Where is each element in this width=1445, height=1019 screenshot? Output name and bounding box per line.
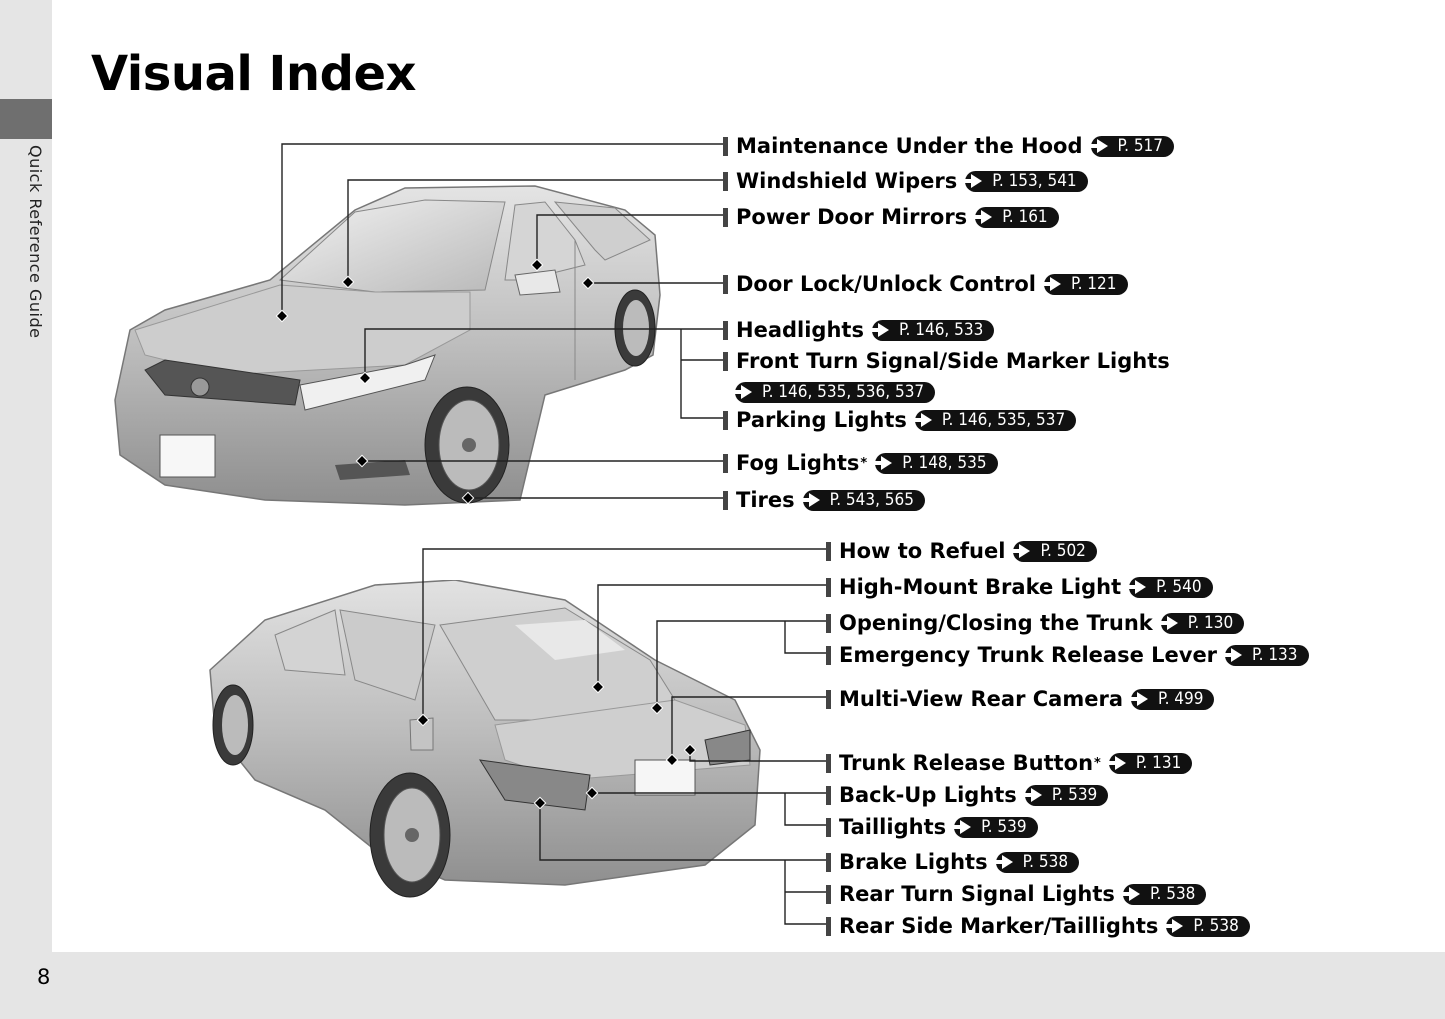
page-reference-link[interactable]: P. 538 <box>996 852 1079 873</box>
arrow-icon <box>878 323 889 337</box>
arrow-icon <box>1115 756 1126 770</box>
page-reference-link[interactable]: P. 499 <box>1131 689 1214 710</box>
page-reference-link[interactable]: P. 161 <box>975 207 1058 228</box>
callout-fog-lights[interactable]: Fog Lights * P. 148, 535 <box>723 450 998 476</box>
page-number: 8 <box>37 965 51 989</box>
arrow-icon <box>1172 919 1183 933</box>
page-reference-link[interactable]: P. 543, 565 <box>803 490 925 511</box>
callout-back-up-lights[interactable]: Back-Up Lights P. 539 <box>826 782 1108 808</box>
page-reference-link[interactable]: P. 502 <box>1013 541 1096 562</box>
page-reference-link[interactable]: P. 538 <box>1166 916 1249 937</box>
callout-multi-view-rear-camera[interactable]: Multi-View Rear Camera P. 499 <box>826 686 1214 712</box>
arrow-icon <box>881 456 892 470</box>
arrow-icon <box>1097 139 1108 153</box>
arrow-icon <box>1031 788 1042 802</box>
page-reference-link[interactable]: P. 538 <box>1123 884 1206 905</box>
arrow-icon <box>1137 692 1148 706</box>
callout-front-turn-signal[interactable]: Front Turn Signal/Side Marker Lights <box>723 348 1170 374</box>
page-reference-link[interactable]: P. 153, 541 <box>965 171 1087 192</box>
page-reference-link[interactable]: P. 539 <box>1025 785 1108 806</box>
callout-high-mount-brake-light[interactable]: High-Mount Brake Light P. 540 <box>826 574 1213 600</box>
page-reference-link[interactable]: P. 131 <box>1109 753 1192 774</box>
page-reference-link[interactable]: P. 146, 533 <box>872 320 994 341</box>
arrow-icon <box>1129 887 1140 901</box>
callout-trunk-release-button[interactable]: Trunk Release Button * P. 131 <box>826 750 1192 776</box>
arrow-icon <box>981 210 992 224</box>
arrow-icon <box>921 413 932 427</box>
callout-opening-closing-trunk[interactable]: Opening/Closing the Trunk P. 130 <box>826 610 1244 636</box>
callout-emergency-trunk-release[interactable]: Emergency Trunk Release Lever P. 133 <box>826 642 1309 668</box>
callout-maintenance-under-hood[interactable]: Maintenance Under the Hood P. 517 <box>723 133 1174 159</box>
callout-windshield-wipers[interactable]: Windshield Wipers P. 153, 541 <box>723 168 1088 194</box>
callout-parking-lights[interactable]: Parking Lights P. 146, 535, 537 <box>723 407 1076 433</box>
callout-tires[interactable]: Tires P. 543, 565 <box>723 487 925 513</box>
page-reference-link[interactable]: P. 130 <box>1161 613 1244 634</box>
callout-rear-turn-signal-lights[interactable]: Rear Turn Signal Lights P. 538 <box>826 881 1206 907</box>
page-reference-link[interactable]: P. 148, 535 <box>875 453 997 474</box>
page-reference-link[interactable]: P. 121 <box>1044 274 1127 295</box>
page-reference-link[interactable]: P. 540 <box>1129 577 1212 598</box>
arrow-icon <box>960 820 971 834</box>
callout-rear-side-marker-taillights[interactable]: Rear Side Marker/Taillights P. 538 <box>826 913 1250 939</box>
arrow-icon <box>1019 544 1030 558</box>
callout-headlights[interactable]: Headlights P. 146, 533 <box>723 317 994 343</box>
arrow-icon <box>971 174 982 188</box>
arrow-icon <box>1050 277 1061 291</box>
arrow-icon <box>741 385 752 399</box>
callout-power-door-mirrors[interactable]: Power Door Mirrors P. 161 <box>723 204 1059 230</box>
footnote-asterisk: * <box>860 455 868 471</box>
page-reference-link[interactable]: P. 146, 535, 536, 537 <box>735 382 935 403</box>
page-reference-link[interactable]: P. 146, 535, 537 <box>915 410 1076 431</box>
callout-how-to-refuel[interactable]: How to Refuel P. 502 <box>826 538 1097 564</box>
callout-front-turn-signal-ref[interactable] <box>735 379 935 405</box>
arrow-icon <box>1002 855 1013 869</box>
page-reference-link[interactable]: P. 133 <box>1225 645 1308 666</box>
callout-taillights[interactable]: Taillights P. 539 <box>826 814 1038 840</box>
page-title: Visual Index <box>91 46 416 102</box>
callout-brake-lights[interactable]: Brake Lights P. 538 <box>826 849 1079 875</box>
callout-door-lock-unlock[interactable]: Door Lock/Unlock Control P. 121 <box>723 271 1128 297</box>
arrow-icon <box>809 493 820 507</box>
page-reference-link[interactable]: P. 517 <box>1091 136 1174 157</box>
side-section-label: Quick Reference Guide <box>26 145 45 339</box>
arrow-icon <box>1135 580 1146 594</box>
arrow-icon <box>1231 648 1242 662</box>
footnote-asterisk: * <box>1094 755 1101 771</box>
page-reference-link[interactable]: P. 539 <box>954 817 1037 838</box>
arrow-icon <box>1167 616 1178 630</box>
